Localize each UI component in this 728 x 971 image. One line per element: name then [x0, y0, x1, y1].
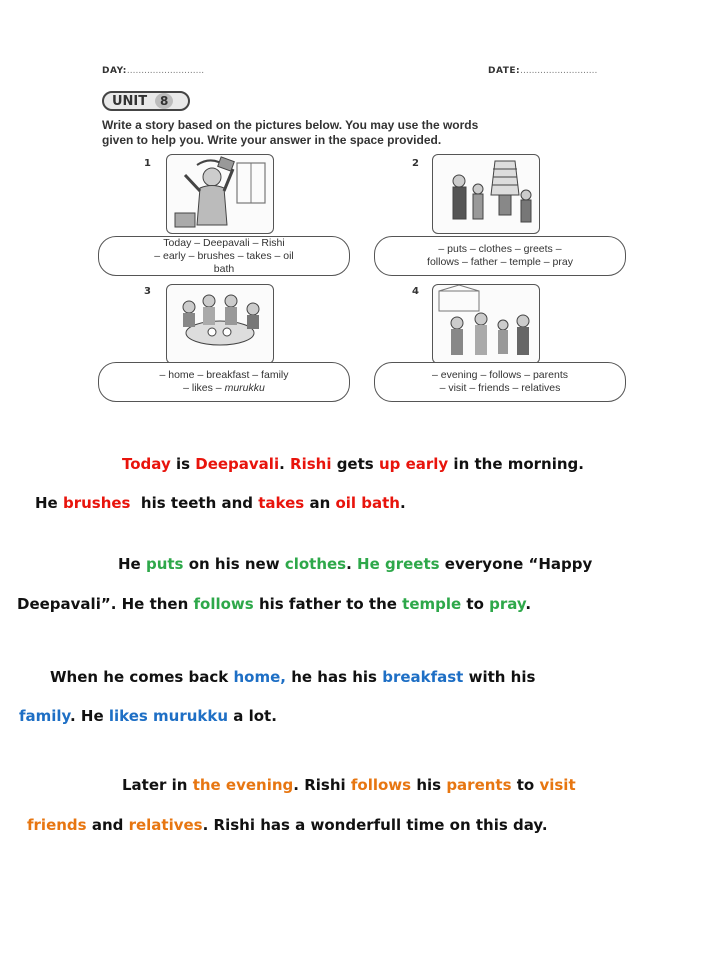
hint-line: – puts – clothes – greets – [438, 243, 562, 255]
story-text: Deepavali”. He then [17, 595, 194, 613]
picture-4-visiting [432, 284, 540, 364]
highlighted-word: temple [402, 595, 462, 613]
highlighted-word: friends [27, 816, 87, 834]
story-line [35, 493, 406, 513]
story-text: an [304, 494, 336, 512]
instructions [102, 118, 632, 148]
hint-line [160, 382, 289, 395]
story-text: He [118, 555, 146, 573]
highlighted-word: takes [258, 494, 305, 512]
story-text: . [346, 555, 358, 573]
highlighted-word: relatives [128, 816, 203, 834]
story-line [50, 667, 535, 687]
hint-line: – visit – friends – relatives [439, 382, 561, 394]
picture-number: 1 [144, 158, 151, 169]
instruction-line: given to help you. Write your answer in the space provided. [102, 133, 442, 147]
word-hint-1 [98, 236, 350, 276]
story-text: When he comes back [50, 668, 234, 686]
picture-3-family-breakfast [166, 284, 274, 364]
word-hint-3 [98, 362, 350, 402]
hint-italic-word: murukku [224, 382, 265, 394]
family-breakfast-illustration [167, 285, 273, 363]
hint-line: bath [213, 262, 235, 275]
worksheet-scan [92, 58, 632, 418]
highlighted-word: Today [122, 455, 171, 473]
highlighted-word: puts [145, 555, 184, 573]
hint-line: – home – breakfast – family [159, 369, 289, 381]
highlighted-word: family [19, 707, 70, 725]
picture-number: 4 [412, 286, 419, 297]
story-text: is [170, 455, 196, 473]
picture-1-boy-bathing [166, 154, 274, 234]
highlighted-word: pray [489, 595, 526, 613]
story-line [122, 775, 576, 795]
unit-badge [102, 91, 190, 111]
highlighted-word: Rishi [290, 455, 332, 473]
hint-line: follows – father – temple – pray [427, 256, 573, 268]
picture-2-temple [432, 154, 540, 234]
story-text: . [279, 455, 291, 473]
highlighted-word: Deepavali [195, 455, 280, 473]
highlighted-word: follows [193, 595, 254, 613]
story-text: to [511, 776, 540, 794]
word-hint-2 [374, 236, 626, 276]
highlighted-word: clothes [284, 555, 347, 573]
visiting-relatives-illustration [433, 285, 539, 363]
date-label: DATE: [488, 66, 521, 76]
story-text: Later in [122, 776, 193, 794]
highlighted-word: oil bath [335, 494, 400, 512]
story-text: in the morning. [448, 455, 584, 473]
story-text: gets [331, 455, 379, 473]
picture-number: 2 [412, 158, 419, 169]
story-text: his teeth and [130, 494, 259, 512]
highlighted-word: up early [378, 455, 449, 473]
story-text: he has his [285, 668, 383, 686]
temple-illustration [433, 155, 539, 233]
unit-label: UNIT [112, 93, 148, 109]
story-text: . [525, 595, 532, 613]
story-text: his father to the [253, 595, 403, 613]
hint-line: Today – Deepavali – Rishi [163, 236, 285, 249]
picture-number: 3 [144, 286, 151, 297]
highlighted-word: parents [446, 776, 512, 794]
highlighted-word: breakfast [382, 668, 464, 686]
word-hint-4 [374, 362, 626, 402]
story-text: . Rishi has a wonderfull time on this day. [202, 816, 548, 834]
hint-line: – early – brushes – takes – oil [154, 249, 294, 262]
story-text: . He [69, 707, 109, 725]
story-text: a lot. [228, 707, 277, 725]
highlighted-word: brushes [62, 494, 131, 512]
hint-text: – likes – [183, 382, 222, 394]
instruction-line: Write a story based on the pictures below. You may use the words [102, 118, 479, 132]
story-text: . [400, 494, 406, 512]
date-field: DATE:........................... [488, 66, 598, 76]
story-text: to [461, 595, 490, 613]
highlighted-word: visit [539, 776, 576, 794]
hint-line: – evening – follows – parents [431, 369, 568, 381]
day-label: DAY: [102, 66, 127, 76]
highlighted-word: home, [233, 668, 286, 686]
unit-number: 8 [155, 93, 173, 109]
story-line [122, 454, 584, 474]
story-line [118, 554, 592, 574]
boy-bathing-illustration [167, 155, 273, 233]
story-text: and [86, 816, 129, 834]
story-line [27, 815, 548, 835]
story-text: his [411, 776, 447, 794]
highlighted-word: follows [350, 776, 412, 794]
story-text: with his [463, 668, 536, 686]
highlighted-word: likes murukku [108, 707, 229, 725]
highlighted-word: the evening [192, 776, 294, 794]
day-field: DAY:........................... [102, 66, 205, 76]
story-text: He [35, 494, 63, 512]
story-text: . Rishi [293, 776, 351, 794]
highlighted-word: He greets [357, 555, 440, 573]
story-text: on his new [183, 555, 285, 573]
story-line [17, 594, 531, 614]
story-text: everyone “Happy [439, 555, 593, 573]
story-line [19, 706, 277, 726]
